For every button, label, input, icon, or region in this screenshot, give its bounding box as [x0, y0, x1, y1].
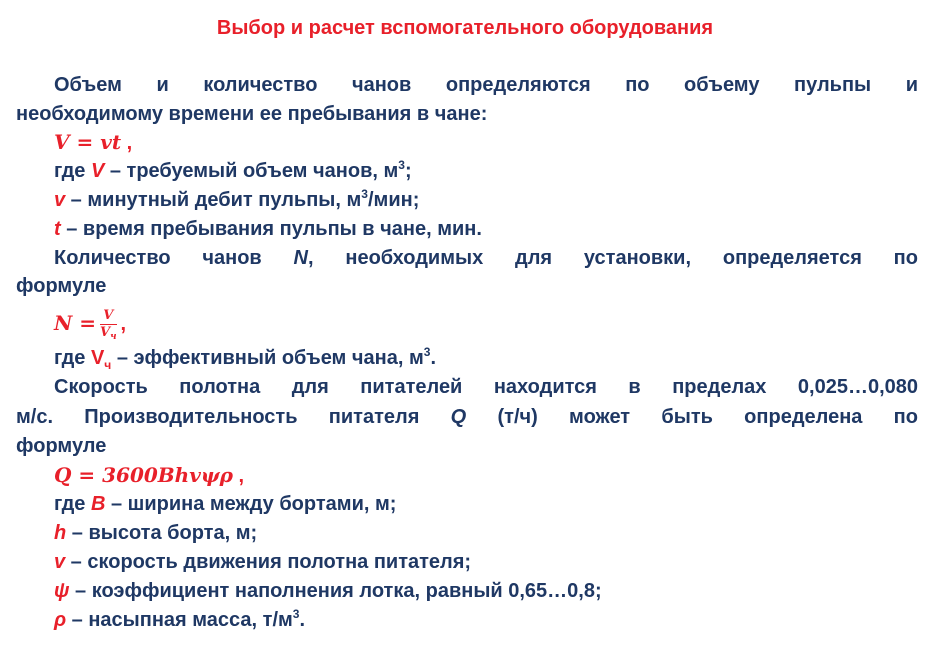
definition-end: . [299, 609, 306, 631]
definition-text: – минутный дебит пульпы, м [65, 189, 362, 211]
text: , необходимых для установки, определяется по [307, 247, 918, 269]
definition-line [54, 490, 396, 518]
definition-line [54, 215, 482, 243]
denominator-symbol: V [100, 325, 111, 341]
paragraph-line: Объем и количество чанов определяются по объему пульпы и [54, 74, 918, 96]
symbol: V [90, 160, 105, 182]
symbol: V [90, 347, 105, 369]
symbol: ρ [54, 609, 67, 631]
where-word: где [54, 160, 86, 182]
formula-volume [54, 128, 132, 157]
symbol: Q [450, 406, 467, 428]
definition-end: ; [404, 160, 412, 182]
subscript: ч [110, 332, 117, 343]
paragraph-line: необходимому времени ее пребывания в чане: [16, 103, 488, 125]
definition-line [54, 157, 412, 185]
symbol: v [54, 551, 66, 573]
where-word: где [54, 493, 86, 515]
text: м/с. Производительность питателя [16, 406, 451, 428]
definition-text: – время пребывания пульпы в чане, мин. [60, 218, 482, 240]
definition-line [54, 548, 471, 576]
text: (т/ч) может быть определена по [466, 406, 918, 428]
formula-punct: , [238, 465, 245, 487]
text: Количество чанов [54, 247, 294, 269]
definition-text: – скорость движения полотна питателя; [65, 551, 472, 573]
definition-line [54, 606, 305, 634]
definition-line [54, 186, 419, 214]
definition-line [54, 519, 257, 547]
superscript: 3 [423, 345, 431, 359]
superscript: 3 [398, 158, 405, 172]
superscript: 3 [292, 607, 300, 621]
formula-punct: , [126, 132, 133, 154]
definition-text: – высота борта, м; [66, 522, 258, 544]
fraction [100, 308, 117, 343]
definition-text: – насыпная масса, т/м [66, 609, 293, 631]
definition-text: – эффективный объем чана, м [111, 347, 424, 369]
symbol: ψ [54, 580, 70, 602]
formula-lhs: N = [54, 311, 97, 335]
formula-count [54, 306, 126, 341]
symbol: v [54, 189, 66, 211]
where-word: где [54, 347, 86, 369]
paragraph-line: Скорость полотна для питателей находится в пределах 0,025…0,080 [54, 376, 918, 398]
subscript: ч [104, 358, 112, 372]
definition-text: – ширина между бортами, м; [105, 493, 397, 515]
symbol: t [54, 218, 61, 240]
fraction-numerator: V [100, 309, 117, 325]
paragraph-line [16, 403, 918, 431]
symbol: B [90, 493, 106, 515]
definition-line [54, 577, 602, 605]
symbol: N [293, 247, 308, 269]
paragraph-line: формуле [16, 435, 107, 457]
paragraph-line: формуле [16, 275, 107, 297]
definition-end: . [430, 347, 437, 369]
superscript: 3 [361, 187, 368, 201]
page-title: Выбор и расчет вспомогательного оборудования [216, 17, 714, 39]
definition-line [54, 344, 436, 372]
formula-productivity [54, 461, 244, 490]
definition-end: /мин; [367, 189, 420, 211]
symbol: h [54, 522, 67, 544]
formula-text: Q = 3600Bhvψρ [54, 463, 233, 487]
fraction-denominator [100, 325, 117, 343]
paragraph-line [54, 244, 918, 272]
definition-text: – коэффициент наполнения лотка, равный 0,65…0,8; [69, 580, 602, 602]
formula-text: V = vt [54, 130, 122, 154]
formula-punct: , [120, 313, 127, 335]
definition-text: – требуемый объем чанов, м [104, 160, 399, 182]
